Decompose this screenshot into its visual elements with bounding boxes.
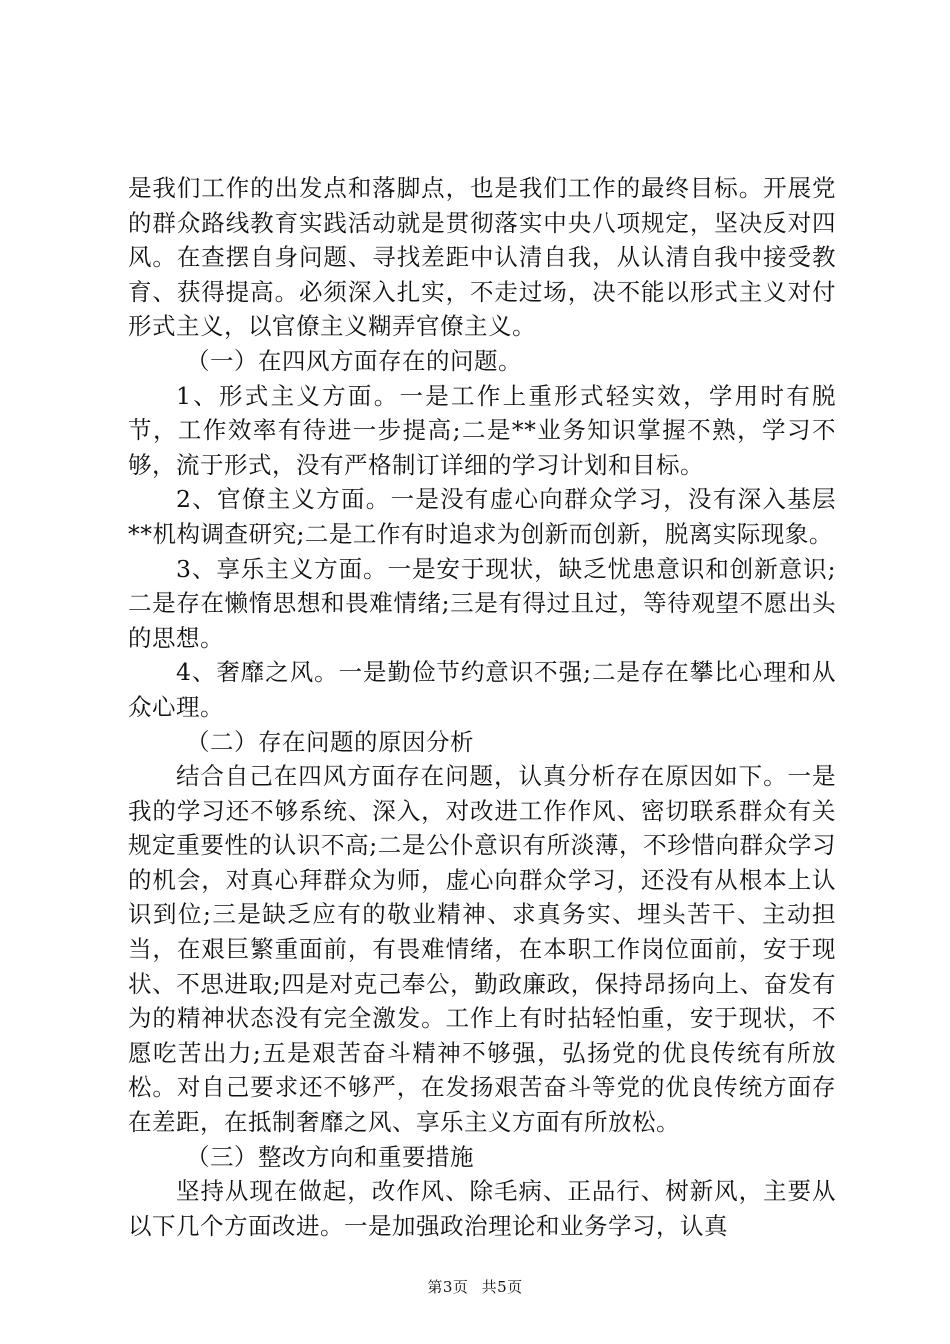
paragraph-measures: 坚持从现在做起，改作风、除毛病、正品行、树新风，主要从以下几个方面改进。一是加强政治理论和业务学习，认真 [128, 1177, 836, 1240]
paragraph-bureaucracy: 2、官僚主义方面。一是没有虚心向群众学习，没有深入基层**机构调查研究;二是工作有时追求为创新而创新，脱离实际现象。 [128, 485, 836, 548]
paragraph-formalism: 1、形式主义方面。一是工作上重形式轻实效，学用时有脱节，工作效率有待进一步提高;二是**业务知识掌握不熟，学习不够，流于形式，没有严格制订详细的学习计划和目标。 [128, 381, 836, 479]
page-footer [0, 1276, 950, 1297]
section-heading-problems: （一）在四风方面存在的问题。 [186, 346, 522, 375]
paragraph-hedonism: 3、享乐主义方面。一是安于现状，缺乏忧患意识和创新意识;二是存在懒惰思想和畏难情绪;三是有得过且过，等待观望不愿出头的思想。 [128, 554, 836, 652]
page-number: 第3页 [427, 1278, 469, 1296]
paragraph-cause-analysis: 结合自己在四风方面存在问题，认真分析存在原因如下。一是我的学习还不够系统、深入，对改进工作作风、密切联系群众有关规定重要性的认识不高;二是公仆意识有所淡薄，不珍惜向群众学习的机会，对真心拜群众为师，虚心向群众学习，还没有从根本上认识到位;三是缺乏应有的敬业精神、求真务实、埋头苦干、主动担当，在艰巨繁重面前，有畏难情绪，在本职工作岗位面前，安于现状、不思进取;四是对克己奉公，勤政廉政，保持昂扬向上、奋发有为的精神状态没有完全激发。工作上有时拈轻怕重，安于现状，不愿吃苦出力;五是艰苦奋斗精神不够强，弘扬党的优良传统有所放松。对自己要求还不够严，在发扬艰苦奋斗等党的优良传统方面存在差距，在抵制奢靡之风、享乐主义方面有所放松。 [128, 762, 836, 1137]
page-total: 共5页 [481, 1278, 523, 1296]
section-heading-measures: （三）整改方向和重要措施 [186, 1142, 474, 1171]
section-heading-causes: （二）存在问题的原因分析 [186, 727, 474, 756]
document-body [128, 171, 836, 1243]
paragraph-extravagance: 4、奢靡之风。一是勤俭节约意识不强;二是存在攀比心理和从众心理。 [128, 658, 836, 721]
paragraph-intro: 是我们工作的出发点和落脚点，也是我们工作的最终目标。开展党的群众路线教育实践活动就是贯彻落实中央八项规定，坚决反对四风。在查摆自身问题、寻找差距中认清自我，从认清自我中接受教育、获得提高。必须深入扎实，不走过场，决不能以形式主义对付形式主义，以官僚主义糊弄官僚主义。 [128, 174, 836, 341]
